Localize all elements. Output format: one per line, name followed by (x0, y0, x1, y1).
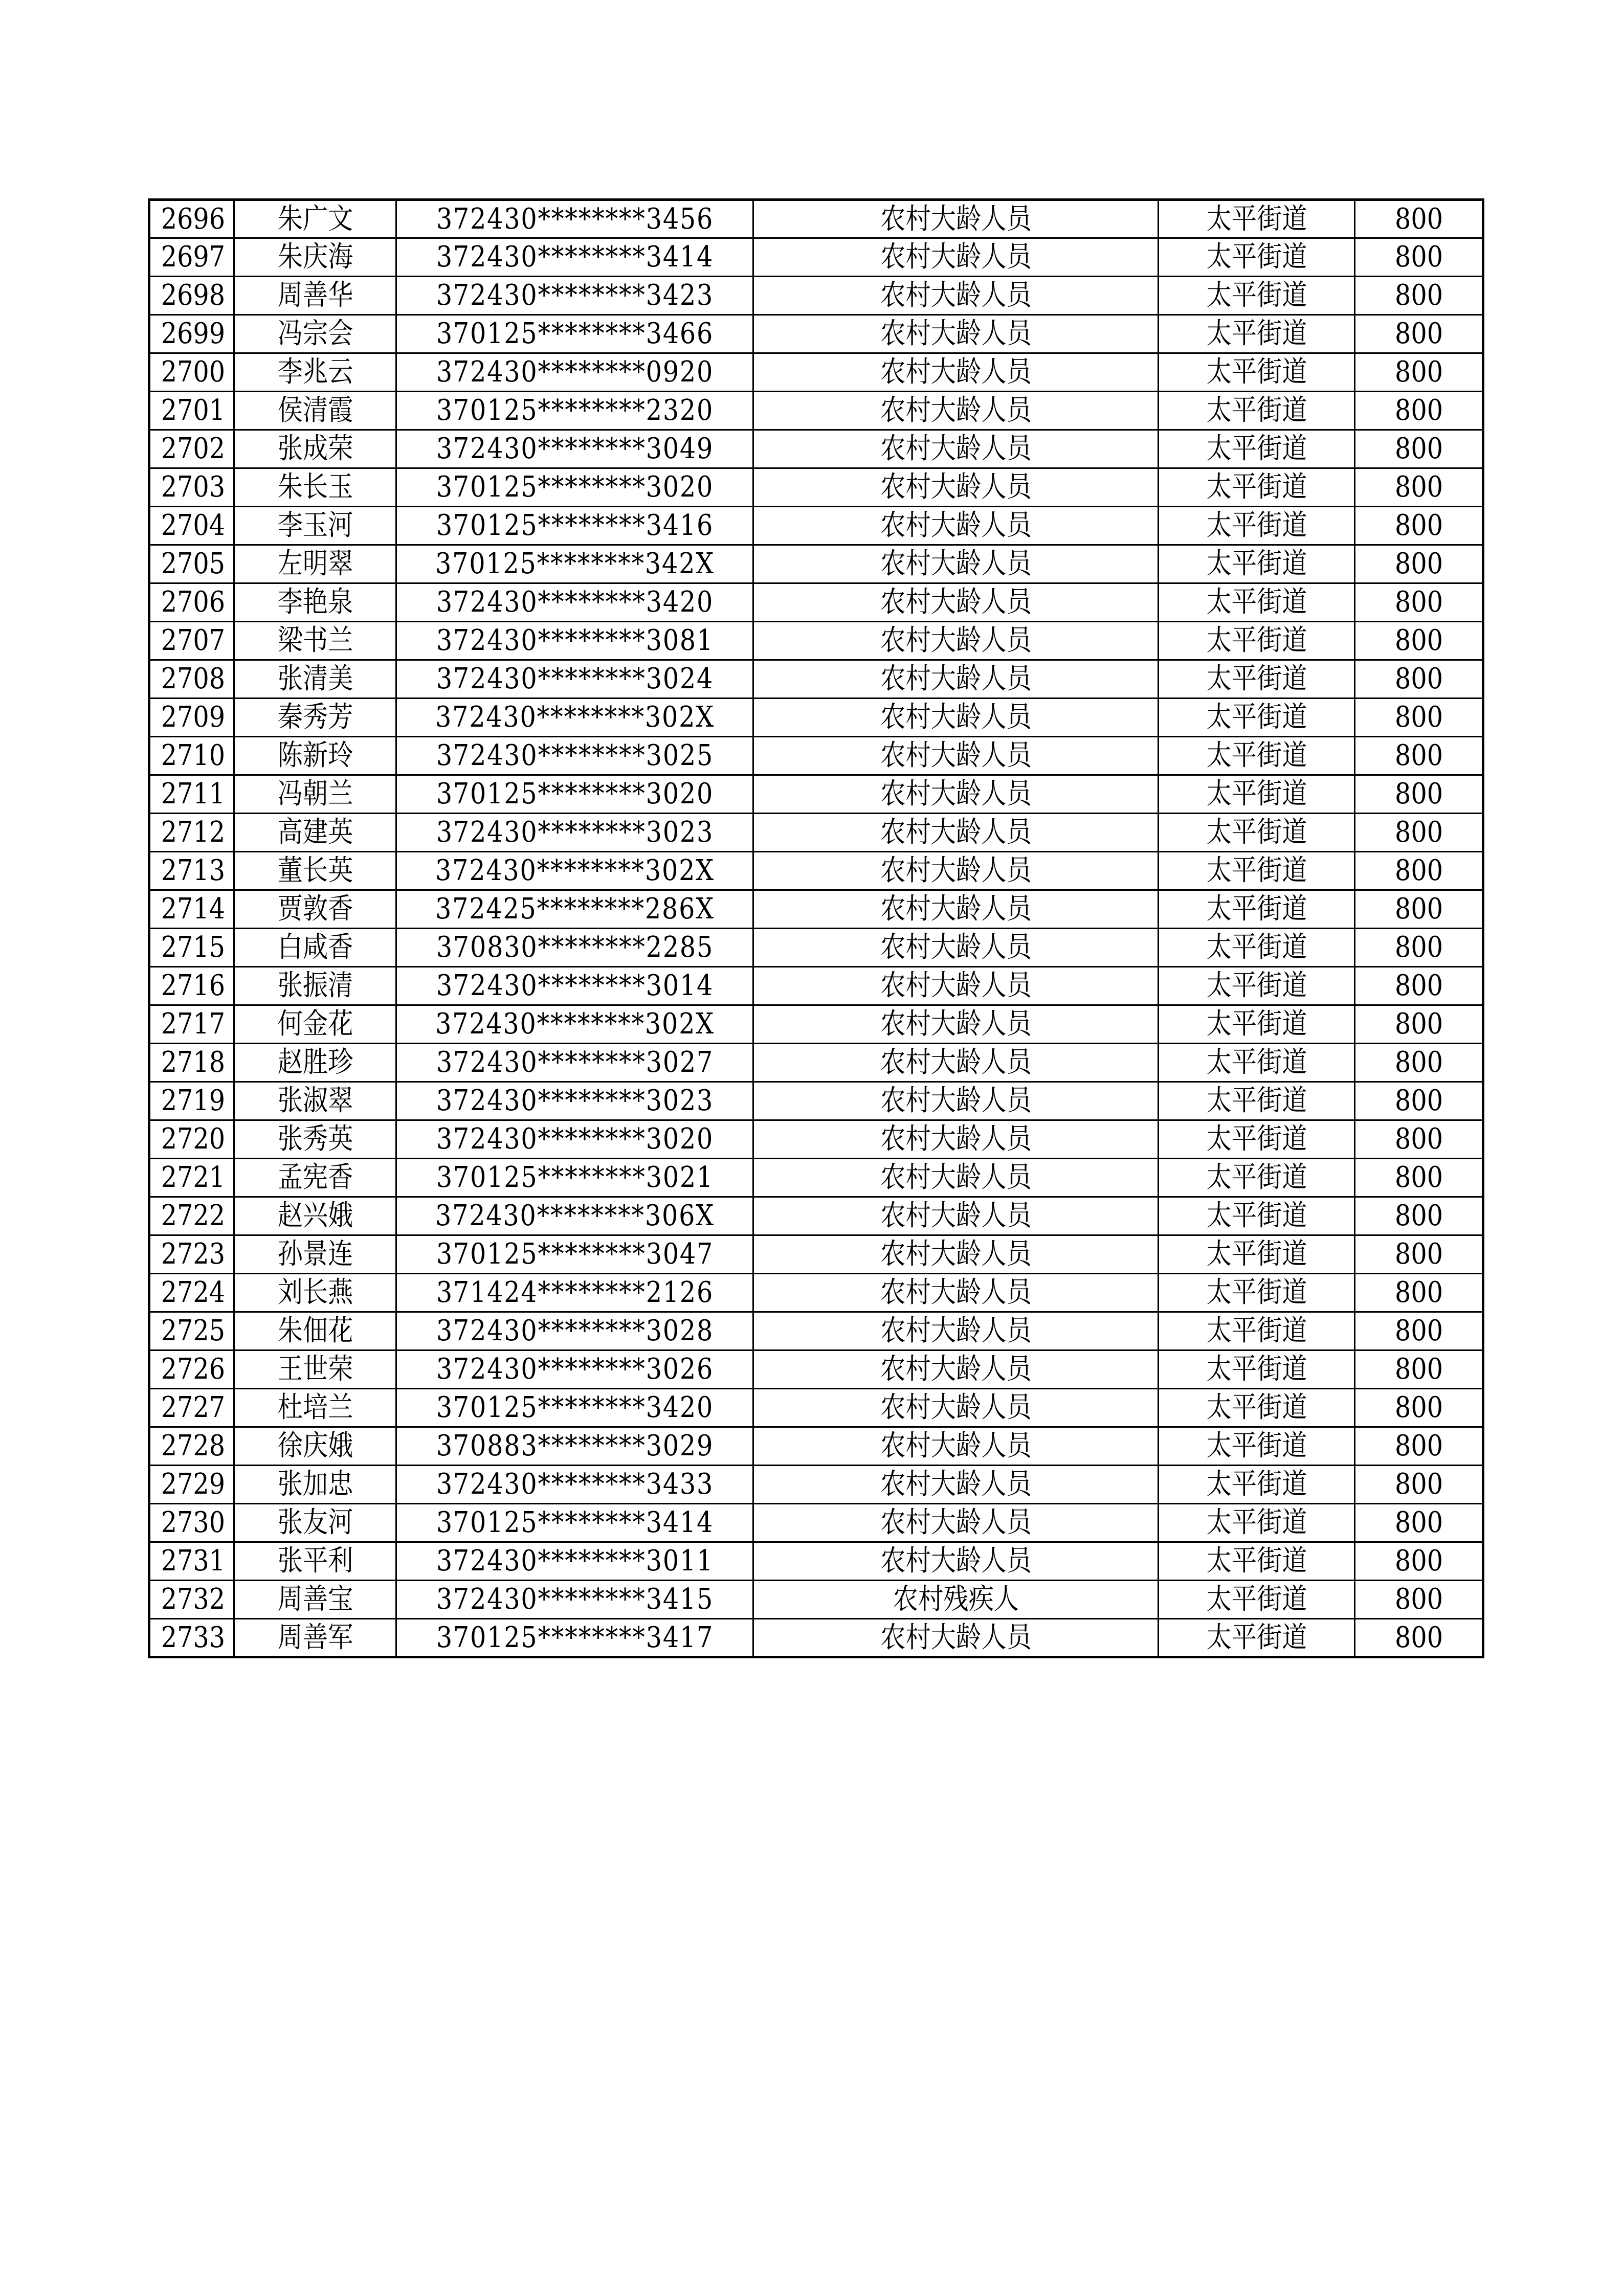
subdistrict-cell: 太平街道 (1170, 1427, 1343, 1466)
person-name-cell: 贾敦香 (244, 890, 387, 929)
id-number-cell: 372430********3014 (417, 967, 731, 1005)
subdistrict-cell: 太平街道 (1170, 1159, 1343, 1197)
amount-cell: 800 (1363, 775, 1476, 814)
amount-cell: 800 (1363, 468, 1476, 507)
amount-cell: 800 (1363, 622, 1476, 660)
category-cell: 农村大龄人员 (777, 1197, 1134, 1235)
amount-cell: 800 (1363, 238, 1476, 277)
id-number-cell: 372430********3420 (417, 583, 731, 622)
person-name-cell: 董长英 (244, 852, 387, 890)
id-number-cell: 372430********3081 (417, 622, 731, 660)
subdistrict-cell: 太平街道 (1170, 315, 1343, 353)
table-row (149, 430, 1483, 468)
category-cell: 农村大龄人员 (777, 315, 1134, 353)
person-name-cell: 高建英 (244, 814, 387, 852)
table-row (149, 1542, 1483, 1581)
amount-cell: 800 (1363, 737, 1476, 775)
id-number-cell: 372430********3456 (417, 200, 731, 238)
table-row (149, 775, 1483, 814)
id-number-cell: 370125********3417 (417, 1619, 731, 1657)
roster-table (148, 198, 1484, 1658)
table-row (149, 1312, 1483, 1350)
category-cell: 农村大龄人员 (777, 852, 1134, 890)
category-cell: 农村大龄人员 (777, 775, 1134, 814)
row-number-cell: 2729 (154, 1466, 229, 1504)
person-name-cell: 赵兴娥 (244, 1197, 387, 1235)
table-row (149, 890, 1483, 929)
table-row (149, 1159, 1483, 1197)
category-cell: 农村大龄人员 (777, 392, 1134, 430)
amount-cell: 800 (1363, 1274, 1476, 1312)
amount-cell: 800 (1363, 660, 1476, 699)
row-number-cell: 2721 (154, 1159, 229, 1197)
person-name-cell: 周善华 (244, 277, 387, 315)
subdistrict-cell: 太平街道 (1170, 430, 1343, 468)
person-name-cell: 李兆云 (244, 353, 387, 392)
person-name-cell: 孙景连 (244, 1235, 387, 1274)
subdistrict-cell: 太平街道 (1170, 1082, 1343, 1120)
person-name-cell: 陈新玲 (244, 737, 387, 775)
row-number-cell: 2701 (154, 392, 229, 430)
person-name-cell: 张友河 (244, 1504, 387, 1542)
person-name-cell: 张淑翠 (244, 1082, 387, 1120)
amount-cell: 800 (1363, 1389, 1476, 1427)
row-number-cell: 2724 (154, 1274, 229, 1312)
subdistrict-cell: 太平街道 (1170, 468, 1343, 507)
amount-cell: 800 (1363, 353, 1476, 392)
row-number-cell: 2719 (154, 1082, 229, 1120)
subdistrict-cell: 太平街道 (1170, 660, 1343, 699)
row-number-cell: 2714 (154, 890, 229, 929)
subdistrict-cell: 太平街道 (1170, 1350, 1343, 1389)
amount-cell: 800 (1363, 1312, 1476, 1350)
row-number-cell: 2712 (154, 814, 229, 852)
id-number-cell: 372430********3415 (417, 1581, 731, 1619)
id-number-cell: 372430********3023 (417, 814, 731, 852)
id-number-cell: 371424********2126 (417, 1274, 731, 1312)
person-name-cell: 张成荣 (244, 430, 387, 468)
table-row (149, 583, 1483, 622)
person-name-cell: 左明翠 (244, 545, 387, 583)
person-name-cell: 张清美 (244, 660, 387, 699)
category-cell: 农村大龄人员 (777, 430, 1134, 468)
person-name-cell: 赵胜珍 (244, 1044, 387, 1082)
id-number-cell: 370125********2320 (417, 392, 731, 430)
row-number-cell: 2723 (154, 1235, 229, 1274)
subdistrict-cell: 太平街道 (1170, 392, 1343, 430)
amount-cell: 800 (1363, 1542, 1476, 1581)
table-row (149, 1466, 1483, 1504)
category-cell: 农村大龄人员 (777, 737, 1134, 775)
id-number-cell: 372425********286X (417, 890, 731, 929)
category-cell: 农村大龄人员 (777, 890, 1134, 929)
subdistrict-cell: 太平街道 (1170, 238, 1343, 277)
id-number-cell: 370125********3020 (417, 468, 731, 507)
row-number-cell: 2709 (154, 699, 229, 737)
amount-cell: 800 (1363, 852, 1476, 890)
amount-cell: 800 (1363, 1197, 1476, 1235)
row-number-cell: 2716 (154, 967, 229, 1005)
subdistrict-cell: 太平街道 (1170, 277, 1343, 315)
row-number-cell: 2728 (154, 1427, 229, 1466)
category-cell: 农村大龄人员 (777, 238, 1134, 277)
id-number-cell: 370830********2285 (417, 929, 731, 967)
id-number-cell: 372430********0920 (417, 353, 731, 392)
row-number-cell: 2705 (154, 545, 229, 583)
person-name-cell: 徐庆娥 (244, 1427, 387, 1466)
category-cell: 农村大龄人员 (777, 468, 1134, 507)
row-number-cell: 2706 (154, 583, 229, 622)
category-cell: 农村大龄人员 (777, 353, 1134, 392)
amount-cell: 800 (1363, 1427, 1476, 1466)
table-row (149, 660, 1483, 699)
row-number-cell: 2703 (154, 468, 229, 507)
id-number-cell: 372430********3024 (417, 660, 731, 699)
row-number-cell: 2726 (154, 1350, 229, 1389)
category-cell: 农村大龄人员 (777, 1274, 1134, 1312)
amount-cell: 800 (1363, 1082, 1476, 1120)
amount-cell: 800 (1363, 1120, 1476, 1159)
table-row (149, 353, 1483, 392)
subdistrict-cell: 太平街道 (1170, 1542, 1343, 1581)
person-name-cell: 周善宝 (244, 1581, 387, 1619)
id-number-cell: 372430********3028 (417, 1312, 731, 1350)
row-number-cell: 2727 (154, 1389, 229, 1427)
category-cell: 农村大龄人员 (777, 277, 1134, 315)
amount-cell: 800 (1363, 1159, 1476, 1197)
id-number-cell: 372430********3025 (417, 737, 731, 775)
table-row (149, 967, 1483, 1005)
person-name-cell: 孟宪香 (244, 1159, 387, 1197)
id-number-cell: 372430********3020 (417, 1120, 731, 1159)
subdistrict-cell: 太平街道 (1170, 1389, 1343, 1427)
person-name-cell: 李艳泉 (244, 583, 387, 622)
amount-cell: 800 (1363, 890, 1476, 929)
id-number-cell: 370125********3047 (417, 1235, 731, 1274)
subdistrict-cell: 太平街道 (1170, 1197, 1343, 1235)
table-row (149, 1044, 1483, 1082)
table-row (149, 1197, 1483, 1235)
row-number-cell: 2720 (154, 1120, 229, 1159)
id-number-cell: 370125********3420 (417, 1389, 731, 1427)
row-number-cell: 2696 (154, 200, 229, 238)
subdistrict-cell: 太平街道 (1170, 929, 1343, 967)
subdistrict-cell: 太平街道 (1170, 775, 1343, 814)
person-name-cell: 周善军 (244, 1619, 387, 1657)
subdistrict-cell: 太平街道 (1170, 1120, 1343, 1159)
amount-cell: 800 (1363, 967, 1476, 1005)
id-number-cell: 370125********3466 (417, 315, 731, 353)
person-name-cell: 朱广文 (244, 200, 387, 238)
subdistrict-cell: 太平街道 (1170, 890, 1343, 929)
person-name-cell: 冯宗会 (244, 315, 387, 353)
table-row (149, 1619, 1483, 1657)
person-name-cell: 李玉河 (244, 507, 387, 545)
subdistrict-cell: 太平街道 (1170, 699, 1343, 737)
id-number-cell: 372430********3011 (417, 1542, 731, 1581)
row-number-cell: 2718 (154, 1044, 229, 1082)
row-number-cell: 2713 (154, 852, 229, 890)
category-cell: 农村残疾人 (777, 1581, 1134, 1619)
id-number-cell: 370125********3414 (417, 1504, 731, 1542)
person-name-cell: 刘长燕 (244, 1274, 387, 1312)
row-number-cell: 2732 (154, 1581, 229, 1619)
category-cell: 农村大龄人员 (777, 1619, 1134, 1657)
category-cell: 农村大龄人员 (777, 814, 1134, 852)
row-number-cell: 2698 (154, 277, 229, 315)
amount-cell: 800 (1363, 1581, 1476, 1619)
amount-cell: 800 (1363, 200, 1476, 238)
amount-cell: 800 (1363, 392, 1476, 430)
row-number-cell: 2717 (154, 1005, 229, 1044)
id-number-cell: 370125********3416 (417, 507, 731, 545)
subdistrict-cell: 太平街道 (1170, 1466, 1343, 1504)
row-number-cell: 2733 (154, 1619, 229, 1657)
subdistrict-cell: 太平街道 (1170, 545, 1343, 583)
category-cell: 农村大龄人员 (777, 1235, 1134, 1274)
table-row (149, 1350, 1483, 1389)
id-number-cell: 372430********302X (417, 1005, 731, 1044)
table-row (149, 1120, 1483, 1159)
subdistrict-cell: 太平街道 (1170, 1504, 1343, 1542)
category-cell: 农村大龄人员 (777, 507, 1134, 545)
category-cell: 农村大龄人员 (777, 1005, 1134, 1044)
category-cell: 农村大龄人员 (777, 200, 1134, 238)
table-row (149, 1427, 1483, 1466)
subdistrict-cell: 太平街道 (1170, 852, 1343, 890)
row-number-cell: 2722 (154, 1197, 229, 1235)
category-cell: 农村大龄人员 (777, 1312, 1134, 1350)
person-name-cell: 何金花 (244, 1005, 387, 1044)
id-number-cell: 372430********302X (417, 699, 731, 737)
id-number-cell: 372430********3023 (417, 1082, 731, 1120)
roster-table-body (149, 200, 1483, 1657)
table-row (149, 507, 1483, 545)
person-name-cell: 朱长玉 (244, 468, 387, 507)
table-row (149, 392, 1483, 430)
subdistrict-cell: 太平街道 (1170, 1005, 1343, 1044)
amount-cell: 800 (1363, 315, 1476, 353)
person-name-cell: 张振清 (244, 967, 387, 1005)
amount-cell: 800 (1363, 430, 1476, 468)
category-cell: 农村大龄人员 (777, 1044, 1134, 1082)
amount-cell: 800 (1363, 929, 1476, 967)
category-cell: 农村大龄人员 (777, 1082, 1134, 1120)
amount-cell: 800 (1363, 699, 1476, 737)
category-cell: 农村大龄人员 (777, 660, 1134, 699)
table-row (149, 622, 1483, 660)
id-number-cell: 372430********3414 (417, 238, 731, 277)
id-number-cell: 372430********3026 (417, 1350, 731, 1389)
category-cell: 农村大龄人员 (777, 929, 1134, 967)
table-row (149, 315, 1483, 353)
table-row (149, 545, 1483, 583)
person-name-cell: 侯清霞 (244, 392, 387, 430)
subdistrict-cell: 太平街道 (1170, 1581, 1343, 1619)
subdistrict-cell: 太平街道 (1170, 814, 1343, 852)
person-name-cell: 张平利 (244, 1542, 387, 1581)
row-number-cell: 2700 (154, 353, 229, 392)
table-row (149, 277, 1483, 315)
category-cell: 农村大龄人员 (777, 622, 1134, 660)
person-name-cell: 张秀英 (244, 1120, 387, 1159)
id-number-cell: 372430********3027 (417, 1044, 731, 1082)
amount-cell: 800 (1363, 1466, 1476, 1504)
subdistrict-cell: 太平街道 (1170, 1235, 1343, 1274)
table-row (149, 699, 1483, 737)
id-number-cell: 372430********3433 (417, 1466, 731, 1504)
amount-cell: 800 (1363, 1619, 1476, 1657)
id-number-cell: 370125********3021 (417, 1159, 731, 1197)
person-name-cell: 朱佃花 (244, 1312, 387, 1350)
table-row (149, 1005, 1483, 1044)
id-number-cell: 372430********3423 (417, 277, 731, 315)
person-name-cell: 秦秀芳 (244, 699, 387, 737)
amount-cell: 800 (1363, 1350, 1476, 1389)
subdistrict-cell: 太平街道 (1170, 583, 1343, 622)
amount-cell: 800 (1363, 507, 1476, 545)
subdistrict-cell: 太平街道 (1170, 622, 1343, 660)
subdistrict-cell: 太平街道 (1170, 1619, 1343, 1657)
row-number-cell: 2725 (154, 1312, 229, 1350)
amount-cell: 800 (1363, 1504, 1476, 1542)
subdistrict-cell: 太平街道 (1170, 1274, 1343, 1312)
category-cell: 农村大龄人员 (777, 1466, 1134, 1504)
row-number-cell: 2715 (154, 929, 229, 967)
table-row (149, 1274, 1483, 1312)
row-number-cell: 2707 (154, 622, 229, 660)
subdistrict-cell: 太平街道 (1170, 1044, 1343, 1082)
person-name-cell: 冯朝兰 (244, 775, 387, 814)
amount-cell: 800 (1363, 277, 1476, 315)
table-row (149, 238, 1483, 277)
table-row (149, 737, 1483, 775)
row-number-cell: 2710 (154, 737, 229, 775)
amount-cell: 800 (1363, 545, 1476, 583)
amount-cell: 800 (1363, 583, 1476, 622)
category-cell: 农村大龄人员 (777, 1159, 1134, 1197)
subdistrict-cell: 太平街道 (1170, 737, 1343, 775)
row-number-cell: 2711 (154, 775, 229, 814)
row-number-cell: 2697 (154, 238, 229, 277)
subdistrict-cell: 太平街道 (1170, 967, 1343, 1005)
person-name-cell: 杜培兰 (244, 1389, 387, 1427)
category-cell: 农村大龄人员 (777, 1542, 1134, 1581)
row-number-cell: 2708 (154, 660, 229, 699)
table-row (149, 929, 1483, 967)
amount-cell: 800 (1363, 1044, 1476, 1082)
category-cell: 农村大龄人员 (777, 1389, 1134, 1427)
row-number-cell: 2704 (154, 507, 229, 545)
category-cell: 农村大龄人员 (777, 699, 1134, 737)
table-row (149, 814, 1483, 852)
id-number-cell: 372430********3049 (417, 430, 731, 468)
table-row (149, 1389, 1483, 1427)
category-cell: 农村大龄人员 (777, 967, 1134, 1005)
row-number-cell: 2699 (154, 315, 229, 353)
category-cell: 农村大龄人员 (777, 583, 1134, 622)
id-number-cell: 372430********302X (417, 852, 731, 890)
category-cell: 农村大龄人员 (777, 545, 1134, 583)
category-cell: 农村大龄人员 (777, 1120, 1134, 1159)
table-row (149, 1082, 1483, 1120)
id-number-cell: 370883********3029 (417, 1427, 731, 1466)
table-row (149, 1581, 1483, 1619)
person-name-cell: 梁书兰 (244, 622, 387, 660)
subdistrict-cell: 太平街道 (1170, 353, 1343, 392)
table-row (149, 1235, 1483, 1274)
person-name-cell: 朱庆海 (244, 238, 387, 277)
amount-cell: 800 (1363, 1235, 1476, 1274)
table-row (149, 852, 1483, 890)
table-row (149, 1504, 1483, 1542)
id-number-cell: 370125********342X (417, 545, 731, 583)
row-number-cell: 2731 (154, 1542, 229, 1581)
table-row (149, 468, 1483, 507)
id-number-cell: 372430********306X (417, 1197, 731, 1235)
row-number-cell: 2702 (154, 430, 229, 468)
person-name-cell: 张加忠 (244, 1466, 387, 1504)
category-cell: 农村大龄人员 (777, 1350, 1134, 1389)
subdistrict-cell: 太平街道 (1170, 200, 1343, 238)
id-number-cell: 370125********3020 (417, 775, 731, 814)
amount-cell: 800 (1363, 814, 1476, 852)
category-cell: 农村大龄人员 (777, 1504, 1134, 1542)
row-number-cell: 2730 (154, 1504, 229, 1542)
amount-cell: 800 (1363, 1005, 1476, 1044)
person-name-cell: 白咸香 (244, 929, 387, 967)
person-name-cell: 王世荣 (244, 1350, 387, 1389)
category-cell: 农村大龄人员 (777, 1427, 1134, 1466)
table-row (149, 200, 1483, 238)
subdistrict-cell: 太平街道 (1170, 1312, 1343, 1350)
subdistrict-cell: 太平街道 (1170, 507, 1343, 545)
